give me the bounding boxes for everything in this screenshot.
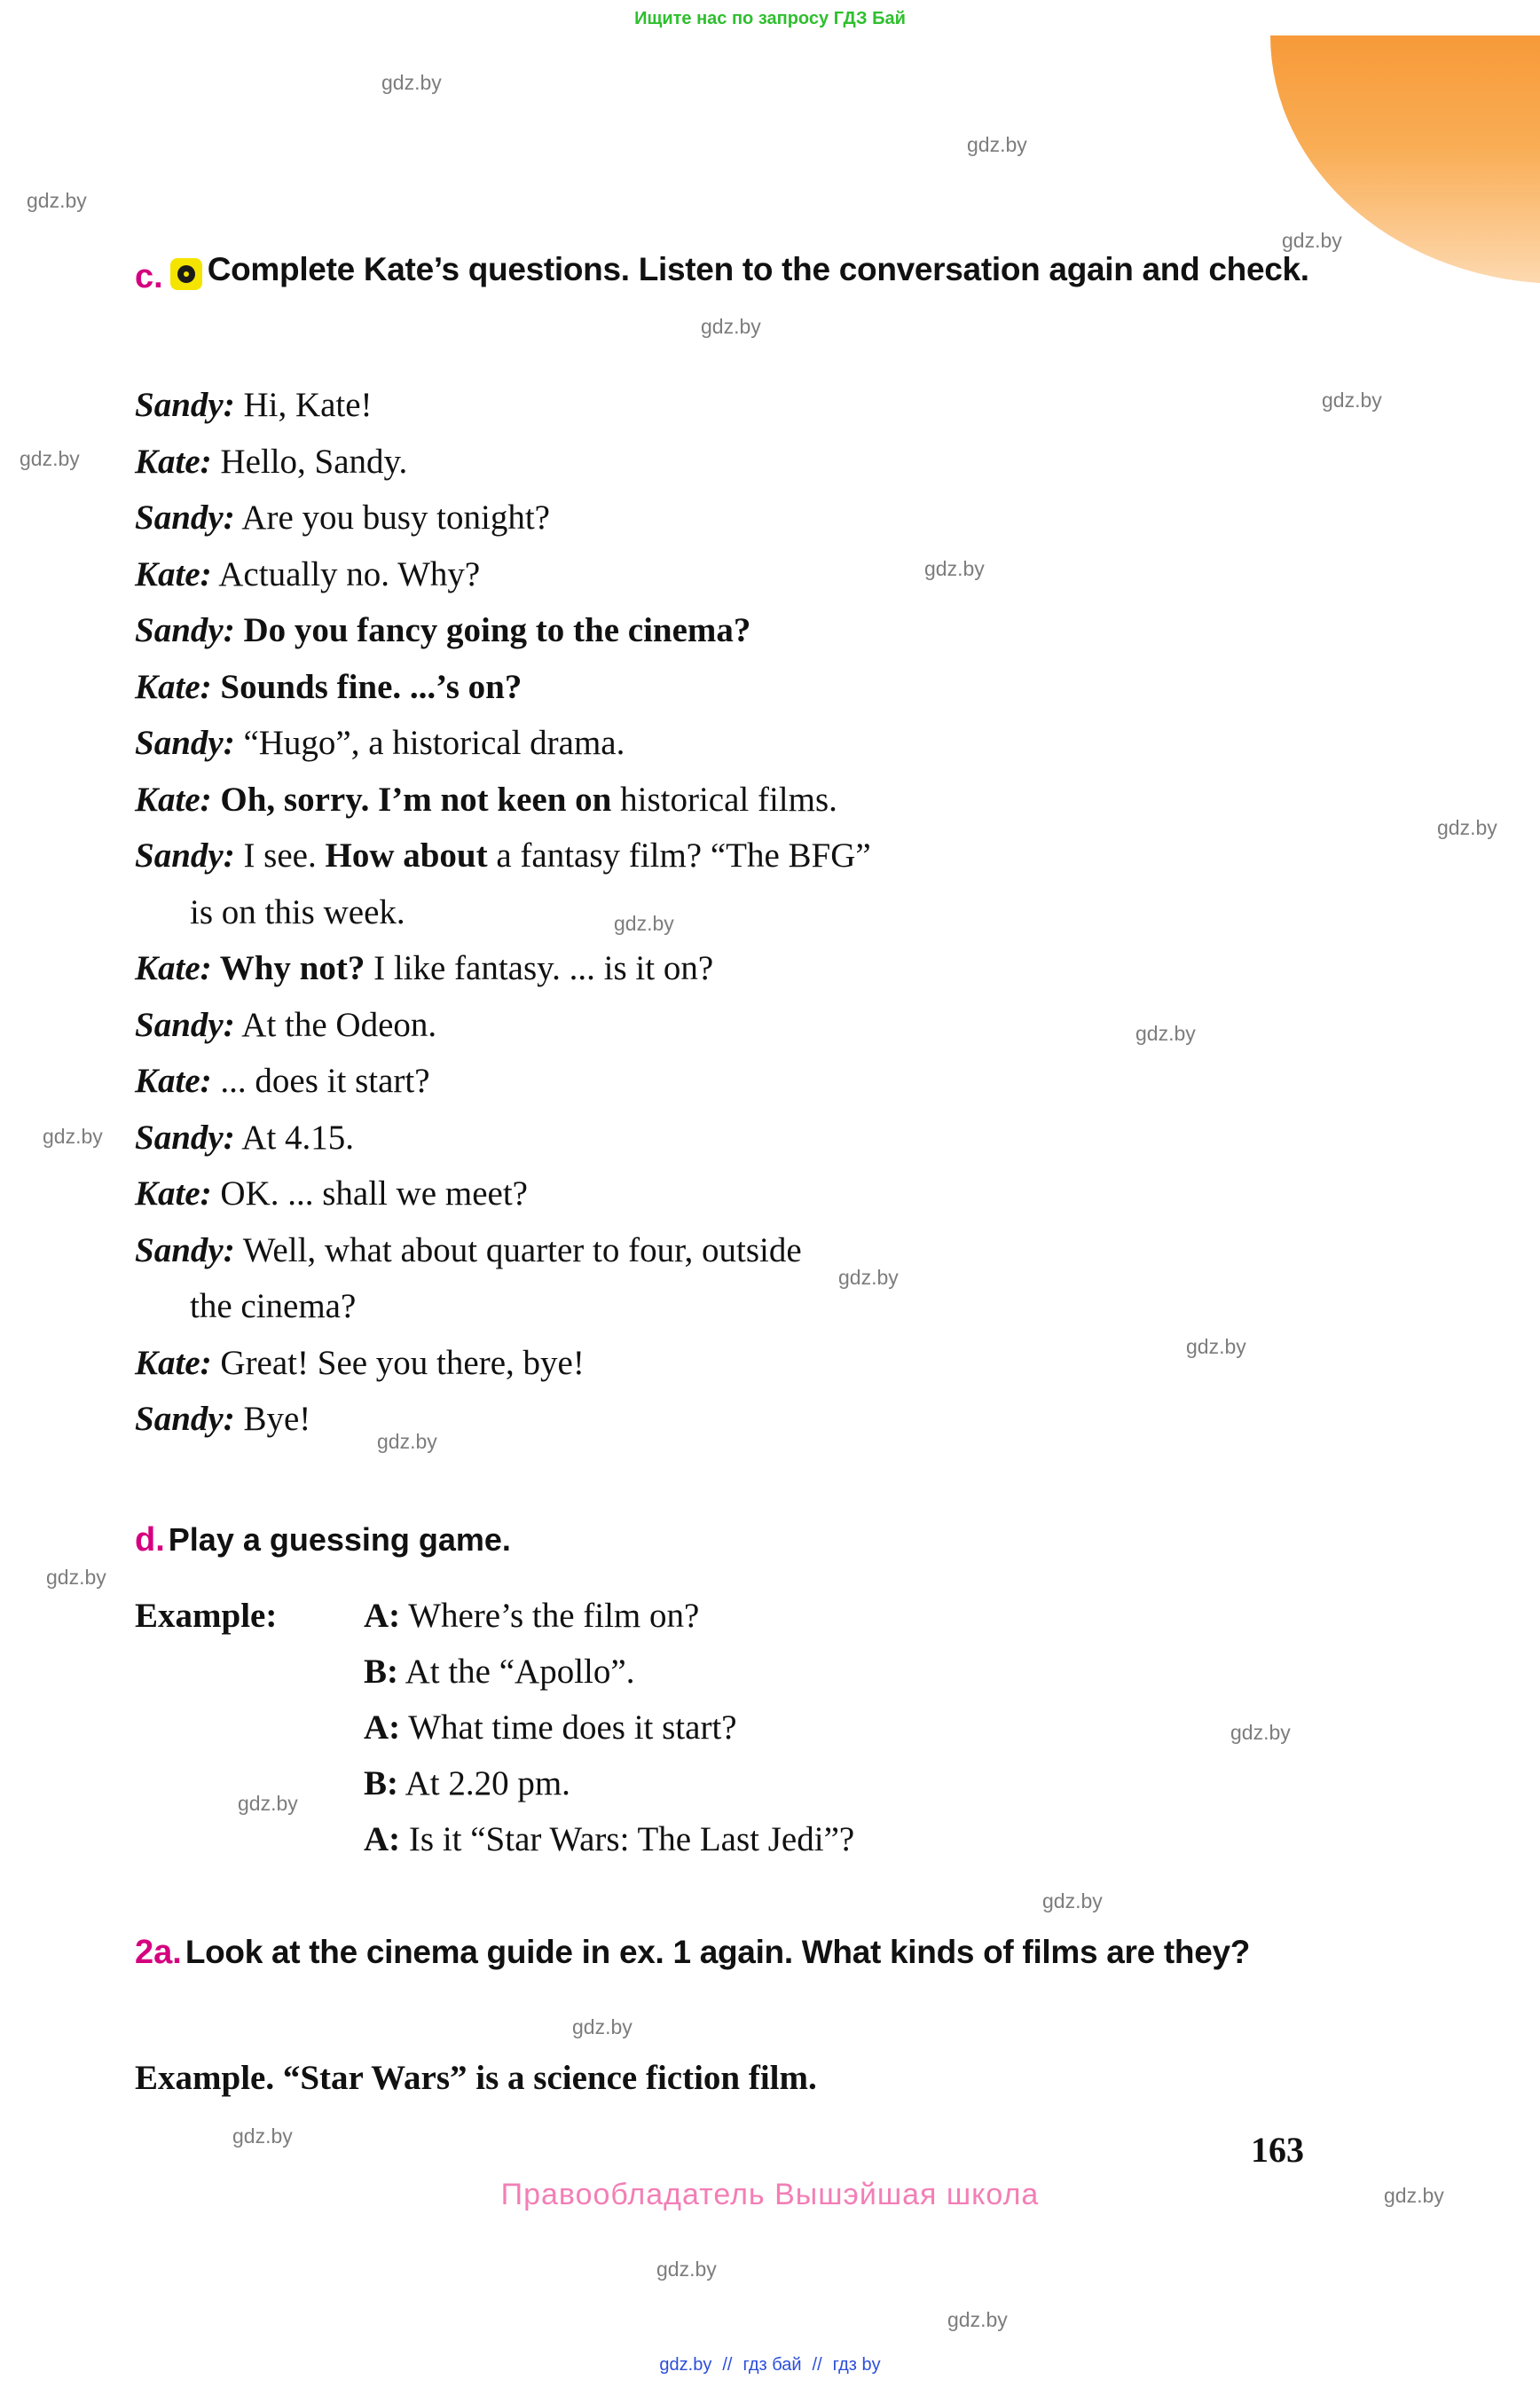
speaker-label: Sandy: (135, 499, 235, 537)
example-text: What time does it start? (400, 1708, 737, 1747)
speaker-tag: B: (364, 1653, 398, 1691)
exercise-2a-heading (135, 1929, 1377, 1975)
exercise-d-example (135, 1588, 1288, 1867)
dialogue-text: Great! See you there, bye! (211, 1343, 585, 1382)
example-text: Where’s the film on? (400, 1597, 700, 1635)
exercise-2a-example (135, 2058, 817, 2098)
watermark: gdz.by (20, 447, 80, 470)
exercise-d-letter: d. (135, 1521, 165, 1559)
watermark: gdz.by (27, 189, 87, 212)
dialogue-line (135, 434, 1377, 491)
speaker-label: Kate: (135, 1062, 212, 1100)
copyright-footer: Правообладатель Вышэйшая школа (500, 2178, 1040, 2211)
dialogue-text-continued: the cinema? (190, 1287, 357, 1325)
example-text: Is it “Star Wars: The Last Jedi”? (400, 1820, 855, 1858)
dialogue-text: Hi, Kate! (234, 386, 373, 424)
watermark: gdz.by (43, 1125, 103, 1148)
speaker-tag: A: (364, 1597, 401, 1635)
speaker-label: Sandy: (135, 1118, 235, 1157)
dialogue-line (135, 659, 1377, 716)
example-line (135, 1700, 1288, 1755)
speaker-label: Sandy: (135, 836, 235, 875)
dialogue-line (135, 546, 1377, 603)
speaker-label: Sandy: (135, 611, 235, 649)
speaker-label: Kate: (135, 1174, 212, 1213)
example-label: Example. (135, 2059, 275, 2097)
dialogue-text: Bye! (234, 1400, 311, 1438)
watermark: gdz.by (947, 2308, 1008, 2331)
exercise-c-instruction: Complete Kate’s questions. Listen to the conversation again and check. (207, 251, 1309, 287)
dialogue-line (135, 940, 1377, 997)
dialogue-text: I like fantasy. ... is it on? (365, 949, 714, 987)
watermark: gdz.by (572, 2015, 632, 2038)
dialogue-text: Are you busy tonight? (234, 499, 550, 537)
promo-banner: Ищите нас по запросу ГДЗ Бай (634, 9, 906, 28)
dialogue-text-bold: How about (325, 836, 488, 875)
watermark: gdz.by (1230, 1721, 1291, 1744)
example-label: Example: (135, 1597, 278, 1635)
speaker-label: Kate: (135, 554, 212, 593)
dialogue-line (135, 828, 1377, 940)
watermark: gdz.by (46, 1566, 106, 1589)
watermark: gdz.by (656, 2258, 717, 2281)
dialogue-block (135, 377, 1377, 1448)
watermark: gdz.by (614, 912, 674, 935)
exercise-d-heading (135, 1521, 1288, 1559)
dialogue-text: Hello, Sandy. (211, 442, 408, 481)
dialogue-line (135, 1053, 1377, 1110)
dialogue-text: “Hugo”, a historical drama. (234, 724, 625, 762)
dialogue-line (135, 772, 1377, 828)
dialogue-line (135, 1166, 1377, 1222)
watermark: gdz.by (1186, 1335, 1246, 1358)
audio-icon (170, 258, 202, 290)
example-text: At 2.20 pm. (398, 1764, 570, 1802)
footer-link-3[interactable]: гдз by (832, 2355, 881, 2375)
page-number: 163 (1251, 2130, 1304, 2170)
example-line (135, 1811, 1288, 1867)
watermark: gdz.by (1042, 1889, 1103, 1912)
speaker-label: Sandy: (135, 1230, 235, 1269)
watermark: gdz.by (701, 315, 761, 338)
dialogue-text-continued: is on this week. (190, 892, 405, 931)
exercise-d-instruction: Play a guessing game. (168, 1521, 511, 1558)
footer-links (0, 2355, 1540, 2376)
speaker-label: Kate: (135, 949, 212, 987)
example-line (135, 1755, 1288, 1811)
example-line (135, 1644, 1288, 1700)
dialogue-text-bold: Do you fancy going to the cinema? (234, 611, 751, 649)
dialogue-text-bold: Sounds fine. ...’s on? (211, 667, 522, 706)
exercise-2a-instruction: Look at the cinema guide in ex. 1 again. What kinds of films are they? (185, 1934, 1251, 1970)
watermark: gdz.by (1282, 229, 1342, 252)
dialogue-text-bold: Why not? (211, 949, 365, 987)
footer-separator-1: // (722, 2355, 733, 2375)
exercise-c-letter: c. (135, 257, 163, 295)
dialogue-text: historical films. (611, 780, 837, 819)
footer-link-1[interactable]: gdz.by (659, 2355, 712, 2375)
dialogue-text-bold: Oh, sorry. I’m not keen on (211, 780, 612, 819)
speaker-tag: A: (364, 1820, 401, 1858)
speaker-label: Sandy: (135, 1005, 235, 1044)
exercise-c-heading (135, 247, 1359, 296)
dialogue-text: Actually no. Why? (211, 554, 481, 593)
speaker-tag: A: (364, 1708, 401, 1747)
example-line (135, 1588, 1288, 1644)
watermark: gdz.by (1322, 389, 1382, 412)
watermark: gdz.by (381, 71, 442, 94)
dialogue-line (135, 715, 1377, 772)
dialogue-line (135, 1110, 1377, 1166)
watermark: gdz.by (924, 557, 985, 580)
dialogue-line (135, 490, 1377, 546)
watermark: gdz.by (377, 1430, 437, 1453)
speaker-label: Sandy: (135, 1400, 235, 1438)
watermark: gdz.by (232, 2124, 293, 2148)
speaker-label: Sandy: (135, 724, 235, 762)
dialogue-text: Well, what about quarter to four, outside (234, 1230, 802, 1269)
dialogue-line (135, 377, 1377, 434)
speaker-label: Sandy: (135, 386, 235, 424)
dialogue-text: OK. ... shall we meet? (211, 1174, 528, 1213)
watermark: gdz.by (1384, 2184, 1444, 2207)
footer-link-2[interactable]: гдз бай (742, 2355, 802, 2375)
exercise-2a-number: 2a. (135, 1934, 182, 1971)
watermark: gdz.by (1437, 816, 1497, 839)
dialogue-line (135, 1391, 1377, 1448)
example-text: At the “Apollo”. (398, 1653, 635, 1691)
watermark: gdz.by (838, 1266, 899, 1289)
dialogue-text: ... does it start? (211, 1062, 430, 1100)
dialogue-line (135, 1222, 1377, 1335)
speaker-label: Kate: (135, 780, 212, 819)
dialogue-text: I see. (234, 836, 326, 875)
watermark: gdz.by (1135, 1022, 1196, 1045)
speaker-label: Kate: (135, 442, 212, 481)
dialogue-text: At 4.15. (234, 1118, 355, 1157)
footer-separator-2: // (812, 2355, 822, 2375)
speaker-label: Kate: (135, 1343, 212, 1382)
watermark: gdz.by (967, 133, 1027, 156)
dialogue-text: a fantasy film? “The BFG” (487, 836, 871, 875)
dialogue-line (135, 602, 1377, 659)
watermark: gdz.by (238, 1792, 298, 1815)
example-text: “Star Wars” is a science fiction film. (274, 2059, 817, 2097)
speaker-label: Kate: (135, 667, 212, 706)
speaker-tag: B: (364, 1764, 398, 1802)
dialogue-text: At the Odeon. (234, 1005, 437, 1044)
